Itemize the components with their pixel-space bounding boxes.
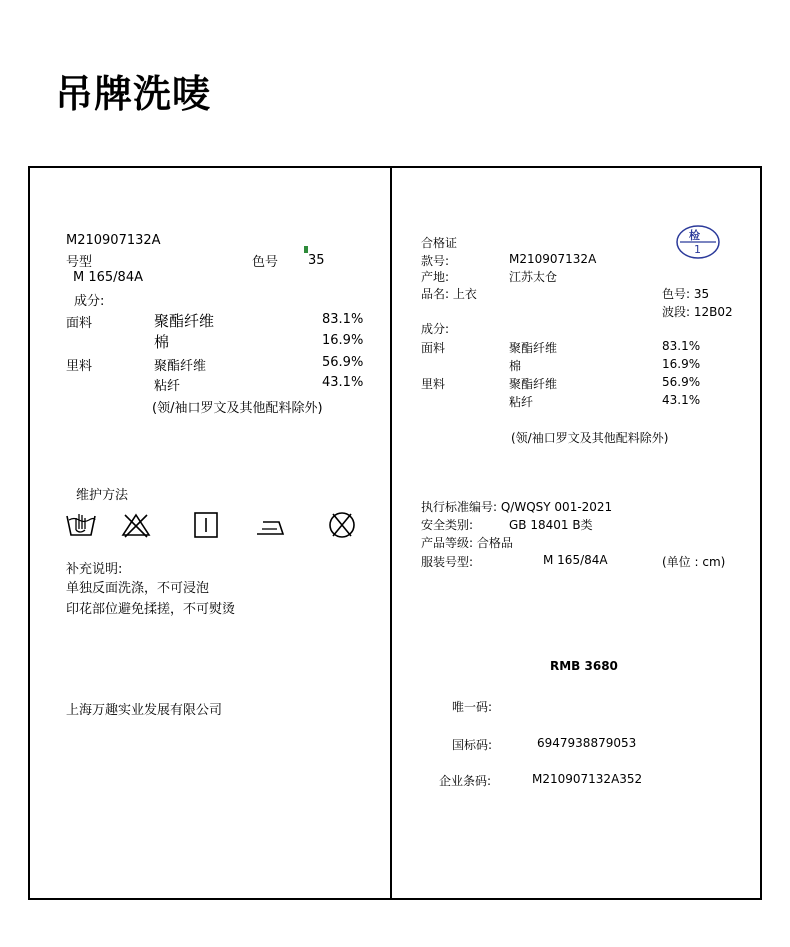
origin-value: 江苏太仓 — [509, 270, 558, 284]
price: RMB 3680 — [550, 659, 618, 673]
left-lining-pct-2: 43.1% — [322, 375, 364, 390]
left-size-value: M 165/84A — [73, 270, 143, 285]
left-shell-fiber-2: 棉 — [154, 333, 170, 351]
right-lining-fiber-1: 聚酯纤维 — [509, 377, 558, 391]
unique-code-label: 唯一码: — [452, 700, 493, 714]
company-code-value: M210907132A352 — [532, 772, 643, 786]
right-shell-pct-2: 16.9% — [662, 357, 701, 371]
left-color-value: 35 — [308, 253, 325, 268]
right-lining-fiber-2: 粘纤 — [509, 395, 534, 409]
company-name: 上海万趣实业发展有限公司 — [66, 703, 223, 718]
barcode-label: 国标码: — [452, 738, 493, 752]
right-lining-label: 里料 — [421, 377, 446, 391]
note-line-2: 印花部位避免揉搓，不可熨烫 — [66, 602, 236, 617]
left-product-code: M210907132A — [66, 233, 161, 248]
safety-value: GB 18401 B类 — [509, 518, 593, 532]
line-dry-icon — [193, 511, 219, 539]
stamp-top-text: 检 — [689, 229, 700, 242]
page-title: 吊牌洗唛 — [55, 72, 212, 116]
left-exclusion-note: (领/袖口罗文及其他配料除外) — [152, 401, 323, 416]
size-unit: (单位 : cm) — [662, 555, 726, 569]
left-lining-label: 里料 — [66, 359, 93, 374]
right-shell-label: 面料 — [421, 341, 446, 355]
style-no-label: 款号: — [421, 254, 450, 268]
left-shell-pct-1: 83.1% — [322, 312, 364, 327]
left-shell-label: 面料 — [66, 316, 93, 331]
right-lining-pct-1: 56.9% — [662, 375, 701, 389]
left-style-label: 号型 — [66, 255, 93, 270]
iron-icon — [253, 514, 287, 538]
color-no: 色号: 35 — [662, 287, 710, 301]
no-dry-clean-icon — [327, 510, 357, 540]
left-lining-fiber-1: 聚酯纤维 — [154, 359, 207, 374]
band-info: 波段: 12B02 — [662, 305, 733, 319]
right-composition-label: 成分: — [421, 322, 450, 336]
hand-wash-icon — [64, 508, 98, 540]
left-composition-label: 成分: — [74, 294, 105, 309]
size-value: M 165/84A — [543, 553, 608, 567]
notes-title: 补充说明: — [66, 562, 123, 577]
certificate-title: 合格证 — [421, 236, 458, 250]
note-line-1: 单独反面洗涤，不可浸泡 — [66, 581, 210, 596]
barcode-value: 6947938879053 — [537, 736, 637, 750]
care-title: 维护方法 — [76, 488, 129, 503]
inspection-stamp — [675, 224, 721, 260]
origin-label: 产地: — [421, 270, 450, 284]
stamp-bottom-text: 1 — [694, 243, 701, 256]
product-name: 品名: 上衣 — [421, 287, 477, 301]
right-lining-pct-2: 43.1% — [662, 393, 701, 407]
right-shell-fiber-2: 棉 — [509, 359, 522, 373]
right-exclusion-note: (领/袖口罗文及其他配料除外) — [511, 431, 669, 445]
product-grade: 产品等级: 合格品 — [421, 536, 513, 550]
style-no-value: M210907132A — [509, 252, 597, 266]
left-color-label: 色号 — [252, 255, 279, 270]
left-shell-pct-2: 16.9% — [322, 333, 364, 348]
no-bleach-icon — [121, 512, 151, 538]
left-lining-fiber-2: 粘纤 — [154, 379, 181, 394]
company-code-label: 企业条码: — [439, 774, 492, 788]
safety-label: 安全类别: — [421, 518, 474, 532]
right-shell-pct-1: 83.1% — [662, 339, 701, 353]
right-shell-fiber-1: 聚酯纤维 — [509, 341, 558, 355]
corner-mark — [304, 246, 308, 253]
left-lining-pct-1: 56.9% — [322, 355, 364, 370]
left-shell-fiber-1: 聚酯纤维 — [154, 312, 215, 330]
standard-number: 执行标准编号: Q/WQSY 001-2021 — [421, 500, 613, 514]
size-label: 服装号型: — [421, 555, 474, 569]
